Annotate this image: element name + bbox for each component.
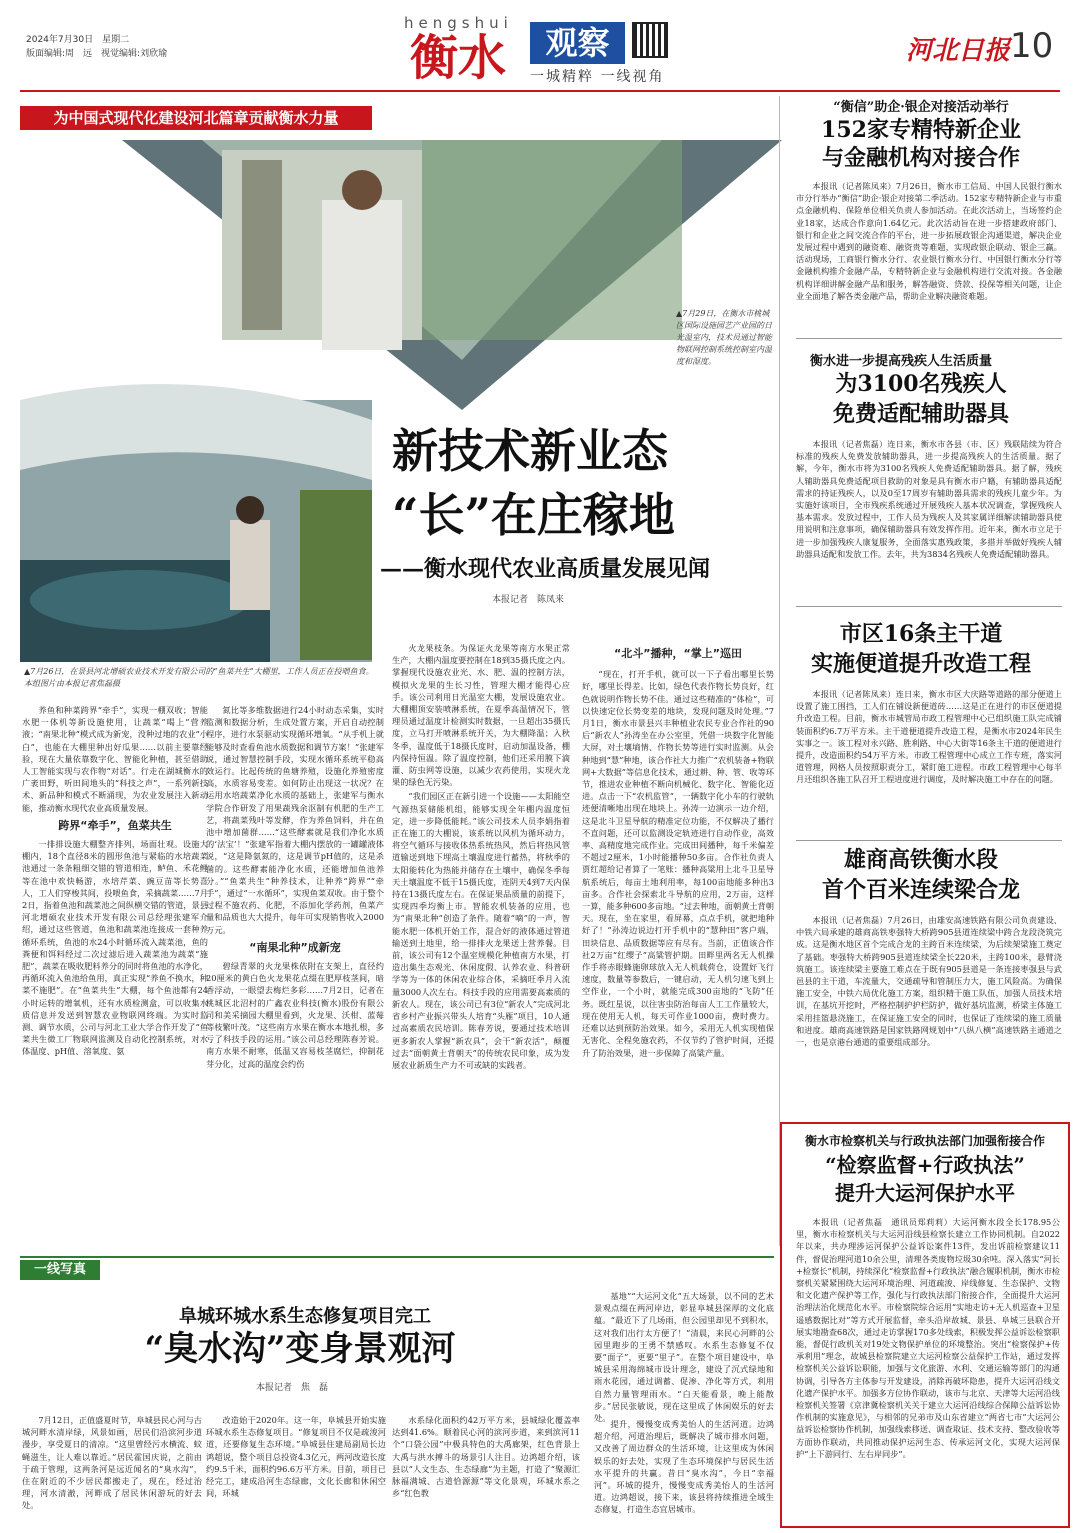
a5-title-1: “检察监督+行政执法” <box>825 1153 1025 1177</box>
fish-vegetable-photo <box>20 400 372 662</box>
feature-column-3: 火龙果枝条。为保证火龙果等南方水果正常生产，大棚内温度要控制在18到35摄氏度之内。掌握现代设施农业光、水、肥、温的控制方法，模拟火龙果的生长习性，管理大棚才能得心应手。该公司利用日光温室大棚，发展设施农业。大棚棚顶安装喷淋系统，在夏季高温情况下，管理员通过温度计检测实时数据，一旦超出35摄氏度，立马打开喷淋系统开关，为大棚降温；入秋冬季，温度低于18摄氏度时，启动加温设备，棚内保持恒温。除了温度控制，他们还采用膜下滴灌、防虫网等设施，以减少农药使用，实现火龙果的绿色无污染。 “我们园区正在新引进一个设施——太阳能空气源热泵储能机组，能够实现全年棚内温度恒定，进一步降低能耗。”该公司技术人员李娟指着正在施工的大棚说，该系统以风机为循环动力，将空气循环与接收体热系统热风，然后将热风管道输送到地下埋高土壤温度进行蓄热，将秋季的太阳能转化为热能并储存在土壤中，确保冬季每天土壤温度不低于15摄氏度，连阴天4到7天内保持在13摄氏度左右。在保证果品质量的前提下，实现四季均衡上市。智能农机装备的应用，也为“南果北种”创造了条件。随着“嘀”的一声，智能水肥一体机开始工作，混合好的液体通过管道输送到土地里，给一排排火龙果送上营养餐。目前，该公司有12个温室规模化种植南方水果，打造出集生态观光、休闲度假、认养农业、科普研学等为一体的休闲农业综合体，采摘旺季月入流量3000人次左右。科技手段的应用需要高素质的新农人。现在，该公司已有3位“新农人”完成河北省乡村产业振兴带头人培育“头雁”项目，10人通过高素质农民培训。陈春芳说，要通过技术培训更多新农人掌握“新农具”，会干“新农活”，颠覆过去“面朝黄土背朝天”的传统农民印象，成为发展农业新质生产力不可或缺的实践者。 <box>392 643 570 1070</box>
photo-1-frame <box>22 140 782 410</box>
section-subhead-3: “北斗”播种，“掌上”巡田 <box>614 647 742 660</box>
bottom-column-3: 水系绿化面积约42万平方米，县城绿化覆盖率达到41.6%。顺着民心河的滨河步道，来到滨河11个“口袋公园”中极具特色的大禹廊架，红色背景上大禹与洪水搏斗的场景引人注目。边鸿超介绍，该县以“人文生态、生态绿廊”为主题，打造了“聚源汇脉福满城、古道恰源源”等文化景观，环城水系之乡“红色教 <box>392 1415 580 1499</box>
a5-kicker: 衡水市检察机关与行政执法部门加强衔接合作 <box>804 1134 1045 1148</box>
bottom-column-2: 改造始于2020年。这一年，阜城县开始实施环城水系生态修复项目。“修复项目不仅是疏浚河道，还要修复生态环境。”阜城县住建局副局长边鸿超说，整个项目总投资4.3亿元，两河改造长度约9.5千米，面积约96.6万平方米。目前，项目已经完工，建成沿河生态绿廊，文化长廊和休闲空间，环城 <box>206 1415 386 1499</box>
feature-title-line2: “长”在庄稼地 <box>392 488 675 542</box>
newspaper-logo: 河北日报 <box>906 36 1011 66</box>
bottom-column-1: 7月12日，正值盛夏时节，阜城县民心河与古城河畔水清岸绿，风景如画，居民们沿滨河步道漫步，享受夏日的清凉。“这里曾经污水横流、蚊蝇滋生，让人难以靠近。”居民霍国庆说，之前由于疏于管理，这两条河是远近闻名的“臭水沟”，住在附近的不少居民都搬走了，现在，经过治理，河水清澈，河畔成了居民休闲游玩的好去处。 <box>22 1415 202 1511</box>
feature-column-2: 氮比等多维数据进行24小时动态采集，实时监测和数据分析，生成处置方案，开启自动控制程序，进行水泵驱动实现循环增氧。“从手机上就能够及时查看鱼池水质数据和调节方案！”张建军说，通过智慧控制手段，实现水循环系统平稳高效运行。比起传统的鱼塘养殖，设施化养殖密度高，水质容易变差。如何防止出现这一状况？在运用水培蔬菜净化水质的基础上，张建军与衡水学院合作研发了用果蔬残余沤制有机肥的生产工艺，将蔬菜残叶等发酵，作为养鱼饲料，并在鱼池中增加菌群……“这些酵素就是我们净化水质的‘法宝’！”张建军指着大棚内摆放的一罐罐液体说，“这是降氨氮的，这是调节pH值的，这是杀菌的。这些酵素能净化水质，还能增加鱼池养分。”“鱼菜共生”种养技术，让种养“跨界”“牵手”，通过“一水循环”，实现鱼菜双收。由于整个过程不施农药、化肥，不添加化学药剂，鱼菜产量和品质也大大提升，每年可实现销售收入2000万元。 “南果北种”成新宠 碧绿青翠的火龙果株依附在支架上，直径约20厘米的黄白色火龙果花点缀在肥厚枝茎间，暗香浮动，一眼望去梅烂多彩……7月2日，记者在桃城区北沼村的广鑫农业科技(衡水)股份有限公司和美采摘园大棚里看到，火龙果、沃柑、蓝莓等枝繁叶茂。“这些南方水果在衡水本地扎根，多亏了科技手段的运用。”该公司总经理陈春芳说。南方水果不耐寒，低温又容易枝茎腐烂，抑制花芽分化，过高的温度会约伤 <box>206 705 384 1069</box>
a4-title-1: 雄商高铁衡水段 <box>843 847 998 873</box>
a1-title-1: 152家专精特新企业 <box>821 117 1021 143</box>
a3-title-2: 实施便道提升改造工程 <box>810 651 1031 677</box>
city-name: 衡水 <box>410 30 507 86</box>
section-label: 观察 <box>530 22 625 64</box>
a1-title-2: 与金融机构对接合作 <box>821 145 1020 171</box>
feature-column-4: “北斗”播种，“掌上”巡田 “现在，打开手机，就可以一下子看出哪里长势好，哪里长得差。比如，绿色代表作物长势良好，红色就说明作物长势不佳。通过这些精准的“体检”，可以快速定位长势变差的地块，发现问题及时处理。”7月1日，衡水市景县兴丰种植业农民专业合作社的90后“新农人”孙涛坐在办公室里，凭借一块数字化智能大屏，对土壤墒情、作物长势等进行实时监测。从会种地到“慧”种地，该合作社大力推广“农机装备+物联网+大数据”等信息化技术，通过耕、种、管、收等环节，推进农业种植不断向机械化、数字化、智能化迈进。点击一下“农机监管”，一辆数字化小车的行驶轨迹便清晰地出现在地块上。孙涛一边演示一边介绍，这是北斗卫星导航的精准定位功能，不仅解决了播行不直问题，还可以监测设定轨迹进行自动作业，高效率、高精度地完成作业。完成田间播种，每千米偏差不超过2厘米，1小时能播种50多亩。合作社负责人贾红超给记者算了一笔账：播种高粱用上北斗卫星导航系统后，每亩土地利用率，每100亩地能多种出3亩多。合作社会探索北斗导航的应用，2万亩，这样一算，能多种600多亩地。“过去种地，面朝黄土背朝天。现在，坐在家里，看屏幕，点点手机，就把地种好了！”孙涛边说边打开手机中的“慧种田”客户端，田块信息、品质数据等应有尽有。当前，正值该合作社2万亩“红缨子”高粱管护期。田畔里两名无人机操作手将赤眼蜂施卵球放入无人机载荷仓，设置好飞行速度，数量等参数后，一键启动，无人机匀速飞到上空作业，一个小时，就能完成300亩地的“飞防”任务。既红星说，以往害虫防治每亩人工工作量较大，现在使用无人机，每天可作业1000亩，费时费力。还难以达到预防治效果。如今，采用无人机实现植保无害化、全程免施农药，不仅节约了管护时间，还提升了防治效果，进一步保障了高粱产量。 <box>582 647 774 1058</box>
bottom-byline: 本报记者 焦 磊 <box>256 1383 329 1393</box>
a4-title-2: 首个百米连续梁合龙 <box>821 877 1020 903</box>
a3-body: 本报讯（记者陈凤来）连日来，衡水市区大庆路等道路的部分便道上设置了施工围挡，工人们在铺设新便道砖……这是正在进行的市区便道提升改造工程。目前，衡水市城管局市政工程管理中心已组织施工队完成铺装面积约6.7万平方米。主干道便道提升改造工程，是衡水市2024年民生实事之一。该工程对永兴路、胜利路、中心大街等16条主干道的便道进行提升，改造面积约54万平方米。市政工程管理中心成立工作专班，落实河道管理，网格人员按照职责分工，紧盯施工进程。市政工程管理中心每半月还组织各施工队召开工程进度进行调度，及时解决施工中存在的问题。 <box>796 689 1062 785</box>
a2-title-1: 为3100名残疾人 <box>835 371 1007 397</box>
campaign-banner: 为中国式现代化建设河北篇章贡献衡水力量 <box>20 106 372 130</box>
slogan: 一城精粹 一线视角 <box>530 69 665 85</box>
a2-body: 本报讯（记者焦磊）连日来，衡水市各县（市、区）残联陆续为符合标准的残疾人免费发放辅助器具，进一步提高残疾人的生活质量。据了解，今年，衡水市将为3100名残疾人免费适配辅助器具。据了解，残疾人辅助器具免费适配项目救助的对象是具有衡水市户籍，有辅助器具适配需求的持证残疾人，以及0至17周岁有辅助器具需求的残疾儿童少年。为实施好该项目，全市残疾系统通过开展残疾人基本状况调查，掌握残疾人基本需求。发放过程中，工作人员为残疾人及其家属详细解读辅助器具使用说明和注意事项，确保辅助器具有效发挥作用。近年来，衡水市立足于进一步加强残疾人康复服务，全面落实惠残政策，多措并举做好残疾人辅助器具适配和发放工作。去年，共为3834名残疾人免费适配辅助器具。 <box>796 439 1062 559</box>
feature-title-line1: 新技术新业态 <box>392 424 668 478</box>
section-tag: 一线写真 <box>20 1260 100 1280</box>
pinyin-label: hengshui <box>404 14 513 32</box>
feature-byline: 本报记者 陈凤来 <box>492 595 565 605</box>
photo-2-caption: ▲7月26日，在景县河北增硕农业技术开发有限公司的“鱼菜共生”大棚里，工作人员正在投喂鱼食。 本组图片由本报记者焦磊摄 <box>24 667 378 688</box>
editors-line: 版面编辑:周 远 视觉编辑:刘欣瑜 <box>26 49 168 59</box>
section-subhead-2: “南果北种”成新宠 <box>249 940 341 954</box>
photo-2-frame <box>20 400 372 662</box>
a1-body: 本报讯（记者陈凤来）7月26日，衡水市工信局、中国人民银行衡水市分行举办“衡信”助企·银企对接第二季活动。152家专精特新企业与市重点金融机构、保险单位相关负责人参加活动。在此次活动上，当场签约企业18家，达成合作意向1.64亿元。此次活动旨在进一步搭建政府部门、银行和企业之间交流合作的平台，进一步拓展政银企沟通渠道，解决企业发展过程中遇到的融资难、融资贵等难题，实现政银企联动、银企三赢。活动现场，工商银行衡水分行、农业银行衡水分行、中国银行衡水分行等金融机构推介金融产品，专精特新企业与金融机构进行交流对接。各金融机构详细讲解金融产品和服务，解答融资、贷款、投保等相关问题，让企业全面地了解各类金融产品，帮助企业解决融资难题。 <box>796 181 1062 301</box>
feature-column-1: 养鱼和种菜跨界“牵手”，实现一棚双收；智能水肥一体机等新设施使用，让蔬菜“喝上”营养液；“南果北种”模式成为新宠，没种过地的农业“小白”，也能在大棚里种出好瓜果……以前主要靠经验，现在大量依靠数字化、智能化种植，甚至借助人工智能实现与农作物“对话”。行走在湖城衡水的广袤田野，听田间地头的“科技之声”，一系列新技术、新品种和模式不断涌现，为农业发展注入新动能，推动衡水现代农业高质量发展。 跨界“牵手”，鱼菜共生 一排排设施大棚整齐排列，场面壮观。设施大棚内，18个直径8米的圆形鱼池与紧临的水培蔬菜池通过一条条粗细交错的管道相连，鲈鱼、禾花鲤等在池中欢快畅游，水培芹菜、豌豆苗等长势喜人，工人们穿梭其间，投喂鱼食，采摘蔬菜……7月2日，指着鱼池和蔬菜池之间纵横交错的管道，景县河北增硕农业技术开发有限公司总经理张建军介绍，通过这些管道，鱼池和蔬菜池连接成一套种养循环系统，鱼池的水24小时循环流入蔬菜池，鱼的粪便和饵料经过二次过滤后进入蔬菜池为蔬菜“施肥”，蔬菜在吸收肥料养分的同时将鱼池的水净化，再循环流入鱼池给鱼用，真正实现“养鱼不换水，种菜不施肥”。在“鱼菜共生”大棚，每个鱼池都有24小时运转的增氧机，还有水质检测盒，可以收集水质信息并发送到智慧农业物联网终端。为实时监测、调节水质，公司与河北工业大学合作开发了“鱼菜共生微工厂物联网监测及自动化控制系统，对水体温度、pH值、溶氧度、氨 <box>22 705 208 1057</box>
date-line: 2024年7月30日 星期二 <box>26 35 130 45</box>
bottom-headline: “臭水沟”变身景观河 <box>144 1329 456 1369</box>
a5-title-2: 提升大运河保护水平 <box>835 1181 1015 1205</box>
feature-subtitle: ——衡水现代农业高质量发展见闻 <box>380 556 711 582</box>
a4-body: 本报讯（记者焦磊）7月26日，由雄安高速铁路有限公司负责建设、中铁六局承建的雄商高铁枣强特大桥跨905县道连续梁中跨合龙段浇筑完成。这是衡水地区首个完成合龙的主跨百米连续梁，为后续架梁施工奠定了基础。枣强特大桥跨905县道连续梁全长220米，主跨100米，悬臂浇筑施工。该连续梁主要施工难点在于既有905县道是一条连接枣强县与武邑县的主干道，车流量大，交通疏导和管制压力大，施工风险高。为确保施工安全，中铁六局优化施工方案，组织精干施工队伍，加强人员技术培训，在基坑开挖时，严格控制护护栏防护，做好基坑监测，桥梁主体施工采用挂篮悬浇施工，在保证施工安全的同时，也保证了连续梁的施工质量和进度。雄商高速铁路是国家铁路网规划中“八纵八横”高速铁路主通道之一，也是京港台通道的重要组成部分。 <box>796 915 1062 1048</box>
bottom-column-4: 基地”“大运河文化”五大场景，以不同的艺术景观点缀在两河岸边，彰显阜城县深厚的文化底蕴。“最近下了几场雨，但公园里却见不到积水，这对我们出行太方便了！”清晨，来民心河畔的公园里跑步的王勇不禁感叹。水系生态修复不仅要“面子”，更要“里子”。在整个项目建设中，阜城县采用海绵城市设计理念，建设了沉式绿地和雨水花园，通过调蓄、促渗、净化等方式，利用自然力量管理雨水。“白天能看景，晚上能散步。”居民张敏说，现在这里成了休闲娱乐的好去处。 <box>594 1291 774 1424</box>
masthead-rule <box>20 90 1060 92</box>
a2-kicker: 衡水进一步提高残疾人生活质量 <box>809 354 992 369</box>
divider <box>796 338 1062 339</box>
rail-divider <box>779 96 780 1246</box>
greenhouse-photo-1 <box>22 140 782 410</box>
a3-title-1: 市区16条主干道 <box>839 621 1003 647</box>
bottom-rule <box>20 1256 774 1258</box>
bottom-kicker: 阜城环城水系生态修复项目完工 <box>179 1306 431 1327</box>
divider <box>796 840 1062 841</box>
page-number: 10 <box>1010 26 1054 66</box>
a2-title-2: 免费适配辅助器具 <box>832 401 1009 427</box>
a1-kicker: “衡信”助企·银企对接活动举行 <box>833 100 1009 115</box>
bottom-column-5: 提升，慢慢变成秀美怡人的生活河道。边鸿超介绍，河道治理后，既解决了城市排水问题，又改善了周边群众的生活环境，让这里成为休闲娱乐的好去处，实现了生态环境保护与居民生活水平提升的共赢。昔日“臭水沟”，今日“幸福河”。环城的提升，慢慢变成秀美怡人的生活河道。边鸿超说，接下来，该县将持续推进全域生态修复，打造生态宜居城市。 <box>594 1419 774 1515</box>
photo-1-caption: ▲7月29日，在衡水市桃城区国际设施园艺产业园的日光温室内，技术员通过智能物联网控制系统控制室内温度和湿度。 <box>676 309 772 366</box>
divider <box>796 606 1062 607</box>
section-subhead-1: 跨界“牵手”，鱼菜共生 <box>58 818 172 832</box>
a5-body: 本报讯（记者焦磊 通讯员郑莉莉）大运河衡水段全长178.95公里，衡水市检察机关与大运河沿线县检察长建立工作协同机制。自2022年以来，共办理涉运河保护公益诉讼案件13件，发出诉前检察建议11件，督促治理河道10余公里，清理各类废物垃圾30余吨。深入落实“河长+检察长”机制，持续深化“检察监督+行政执法”融合履职机制，衡水市检察机关紧紧围绕大运河环境治理、河道疏浚、岸线修复、生态保护、文物和文化遗产保护等工作，强化与行政执法部门衔接合作，全面提升大运河治理法治化规范化水平。市检察院综合运用“实地走访+无人机巡查+卫星遥感数据比对”等方式开展监督，牵头沿岸故城、景县、阜城三县联合开展实地勘查68次，通过走访掌握170多处线索，积极发挥公益诉讼检察职能，督促行政机关对19处文物保护单位的环境整治。突出“检察保护+传承利用”理念，故城县检察院建立大运河检察公益保护工作站，通过发挥检察机关公益诉讼职能，加强与文化旅游、水利、交通运输等部门的沟通协调，引导各方主体参与开发建设，消除再破坏隐患，提升大运河沿线文化遗产保护水平。加强多方位协作联动，该市与北京、天津等大运河沿线检察机关签署《京津冀检察机关关于建立大运河沿线综合保障公益诉讼协作机制的实施意见》，与相邻的兄弟市及山东省建立“两省七市”大运河公益诉讼检察协作机制，加强线索移送、调查取证、技术支持、整改验收等方面协作联动，共同推动保护运河生态、传承运河文化，实现大运河保护“上下游同行、左右岸同步”。 <box>796 1217 1060 1459</box>
qr-code-icon <box>632 22 668 58</box>
